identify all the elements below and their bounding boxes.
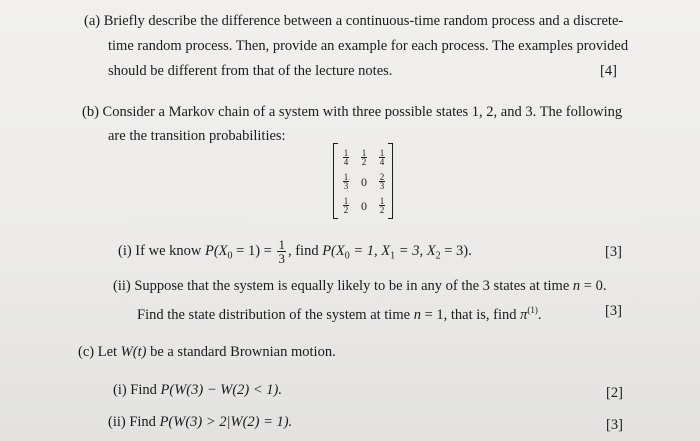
part-b-ii-var-n: n [572,278,581,294]
part-b-i-sub-1: 1 [390,250,396,262]
matrix-fraction [379,149,386,166]
part-b-ii-marks: [3] [605,303,622,319]
part-b-i-sub-0b: 0 [344,250,350,262]
matrix-fraction-num: 1 [343,172,349,182]
part-b-ii-line-1-pre: (ii) Suppose that the system is equally likely to be in any of the 3 states at time [113,278,570,294]
matrix-cell-2-3 [373,173,391,190]
part-b-i-prob-lhs: P(X [204,242,228,259]
matrix-fraction-den: 4 [343,157,349,167]
matrix-value: 0 [361,175,367,189]
part-b-i-rhs-2: = 3, X [395,242,436,259]
part-c-post: be a standard Brownian motion. [146,344,336,360]
part-c-i-question [113,381,282,399]
part-c-ii-expr: P(W(3) > 2|W(2) = 1). [159,414,293,430]
part-a-line-1: (a) Briefly describe the difference between a continuous-time random process and a discrete- [84,13,624,29]
matrix-cell-3-2 [355,199,373,214]
part-b-line-1: (b) Consider a Markov chain of a system with three possible states 1, 2, and 3. The following [82,104,623,120]
part-b-i-eq: = 1) = [232,242,272,259]
part-b-i-mid: , find [287,242,319,259]
matrix-fraction [361,149,368,166]
part-b-i-rhs-1: = 1, X [349,242,391,259]
matrix-fraction [379,197,386,214]
part-b-ii-line-2-mid: = 1, that is, find [420,306,517,323]
part-b-ii-line-1-post: = 0. [580,278,607,294]
matrix-cell-1-3 [373,149,391,166]
part-b-ii-end: . [537,306,542,323]
part-a-line-3: should be different from that of the lecture notes. [108,63,393,79]
part-b-i-question [118,238,472,266]
part-c-i-label: (i) Find [113,382,157,398]
part-b-ii-pi: π [520,306,528,323]
matrix-fraction-num: 1 [343,148,349,158]
matrix-fraction [343,149,350,166]
transition-matrix [333,143,393,219]
part-c-ii-question [108,413,292,431]
part-b-i-frac-den: 3 [278,251,285,266]
matrix-fraction-den: 3 [343,181,349,191]
matrix-fraction [343,197,350,214]
matrix-fraction-num: 1 [361,148,367,158]
matrix-fraction-num: 1 [343,196,349,206]
part-a-line-2: time random process. Then, provide an example for each process. The examples provided [108,38,629,54]
matrix-cell-1-1 [337,149,355,166]
matrix-fraction-num: 1 [379,148,385,158]
matrix-fraction-den: 3 [379,181,385,191]
part-c-ii-label: (ii) Find [108,414,156,430]
part-b-ii-sup: (1) [527,305,538,315]
matrix-cell-1-2 [355,149,373,166]
matrix-fraction-den: 4 [379,157,385,167]
part-b-ii-line-2-pre: Find the state distribution of the system at time [137,306,411,323]
matrix-fraction-num: 2 [379,172,385,182]
matrix-cell-2-2 [355,175,373,190]
part-b-line-2: are the transition probabilities: [108,128,286,144]
part-b-ii-var-n2: n [413,306,421,323]
matrix-fraction [379,173,386,190]
matrix-fraction-num: 1 [379,196,385,206]
part-b-i-sub-2: 2 [435,250,441,262]
matrix-value: 0 [361,199,367,213]
matrix-cell-2-1 [337,173,355,190]
part-b-i-frac-num: 1 [278,237,285,252]
part-c-intro [78,343,336,361]
part-a-marks: [4] [600,63,617,79]
part-b-i-prob-rhs: P(X [322,242,345,259]
part-c-ii-marks: [3] [606,417,623,433]
matrix-cell-3-3 [373,197,391,214]
matrix-fraction [343,173,350,190]
part-b-i-label: (i) If we know [118,242,202,259]
part-b-i-fraction [277,238,286,265]
matrix-cell-3-1 [337,197,355,214]
part-c-i-marks: [2] [606,385,623,401]
matrix-fraction-den: 2 [343,205,349,215]
part-b-ii-line-1 [113,277,606,295]
part-c-pre: (c) Let [78,344,118,360]
matrix-fraction-den: 2 [379,205,385,215]
matrix-fraction-den: 2 [361,157,367,167]
part-c-i-expr: P(W(3) − W(2) < 1). [160,382,282,398]
part-b-ii-line-2 [137,301,542,324]
part-b-i-rhs-3: = 3). [440,242,472,259]
part-b-i-sub-0: 0 [227,250,233,262]
part-b-i-marks: [3] [605,244,622,260]
part-c-w: W(t) [120,344,147,360]
